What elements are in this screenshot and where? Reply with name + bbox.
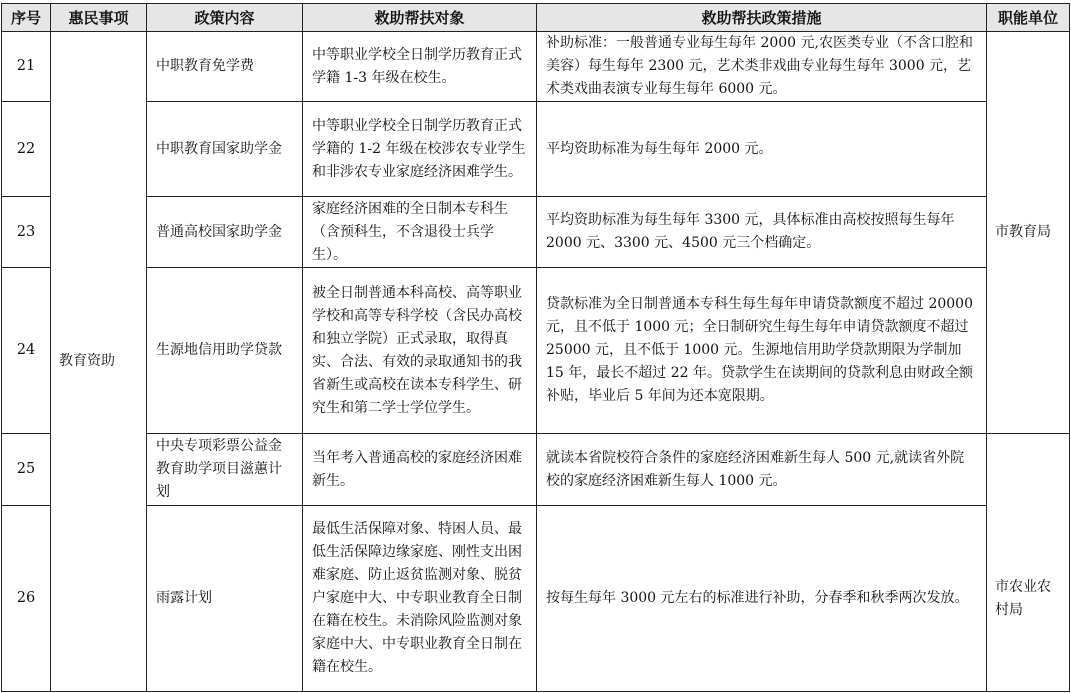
- table-row: [2, 197, 1070, 268]
- row-measure: 就读本省院校符合条件的家庭经济困难新生每人 500 元,就读省外院校的家庭经济困难新生每人 1000 元。: [537, 434, 987, 506]
- row-target: 中等职业学校全日制学历教育正式学籍的 1-2 年级在校涉农专业学生和非涉农专业家庭经济困难学生。: [303, 102, 537, 197]
- row-seq: 26: [2, 506, 51, 692]
- header-item: 惠民事项: [51, 4, 147, 32]
- row-policy: 生源地信用助学贷款: [147, 268, 303, 434]
- unit-cell-education: 市教育局: [987, 32, 1070, 434]
- table-row: [2, 32, 1070, 102]
- row-policy: 普通高校国家助学金: [147, 197, 303, 268]
- policy-table: [1, 3, 1070, 692]
- row-target: 家庭经济困难的全日制本专科生（含预科生，不含退役士兵学生）。: [303, 197, 537, 268]
- table-row: [2, 102, 1070, 197]
- row-target: 当年考入普通高校的家庭经济困难新生。: [303, 434, 537, 506]
- row-seq: 23: [2, 197, 51, 268]
- unit-cell-agriculture: [987, 434, 1070, 692]
- row-target: 被全日制普通本科高校、高等职业学校和高等专科学校（含民办高校和独立学院）正式录取，取得真实、合法、有效的录取通知书的我省新生或高校在读本专科学生、研究生和第二学士学位学生。: [303, 268, 537, 434]
- row-seq: 21: [2, 32, 51, 102]
- header-measure: 救助帮扶政策措施: [537, 4, 987, 32]
- row-policy: 雨露计划: [147, 506, 303, 692]
- table-row: [2, 506, 1070, 692]
- row-policy: 中央专项彩票公益金 教育助学项目滋蕙计划: [147, 434, 303, 506]
- header-target: 救助帮扶对象: [303, 4, 537, 32]
- row-seq: 24: [2, 268, 51, 434]
- header-row: [2, 4, 1070, 32]
- category-cell: 教育资助: [51, 32, 147, 692]
- row-measure: 贷款标准为全日制普通本专科生每生每年申请贷款额度不超过 20000 元，且不低于 1000 元；全日制研究生每生每年申请贷款额度不超过 25000 元，且不低于 1000 元。生源地信用助学贷款期限为学制加 15 年，最长不超过 22 年。贷款学生在读期间的贷款利息由财政全额补贴，毕业后 5 年间为还本宽限期。: [537, 268, 987, 434]
- row-measure: 按每生每年 3000 元左右的标准进行补助，分春季和秋季两次发放。: [537, 506, 987, 692]
- row-measure: 补助标准：一般普通专业每生每年 2000 元,农医类专业（不含口腔和美容）每生每年 2300 元，艺术类非戏曲专业每生每年 3000 元，艺术类戏曲表演专业每生每年 6000 元。: [537, 32, 987, 102]
- row-target: 中等职业学校全日制学历教育正式学籍 1-3 年级在校生。: [303, 32, 537, 102]
- unit-agriculture-label: 市农业农村局: [995, 578, 1051, 618]
- row-policy: 中职教育免学费: [147, 32, 303, 102]
- table-row: [2, 434, 1070, 506]
- row-policy: 中职教育国家助学金: [147, 102, 303, 197]
- header-seq: 序号: [2, 4, 51, 32]
- row-seq: 25: [2, 434, 51, 506]
- row-target: 最低生活保障对象、特困人员、最低生活保障边缘家庭、刚性支出困难家庭、防止返贫监测对象、脱贫户家庭中大、中专职业教育全日制在籍在校生。未消除风险监测对象家庭中大、中专职业教育全日制在籍在校生。: [303, 506, 537, 692]
- row-measure: 平均资助标准为每生每年 3300 元，具体标准由高校按照每生每年 2000 元、3300 元、4500 元三个档确定。: [537, 197, 987, 268]
- header-policy: 政策内容: [147, 4, 303, 32]
- table-row: [2, 268, 1070, 434]
- row-seq: 22: [2, 102, 51, 197]
- header-unit: 职能单位: [987, 4, 1070, 32]
- row-measure: 平均资助标准为每生每年 2000 元。: [537, 102, 987, 197]
